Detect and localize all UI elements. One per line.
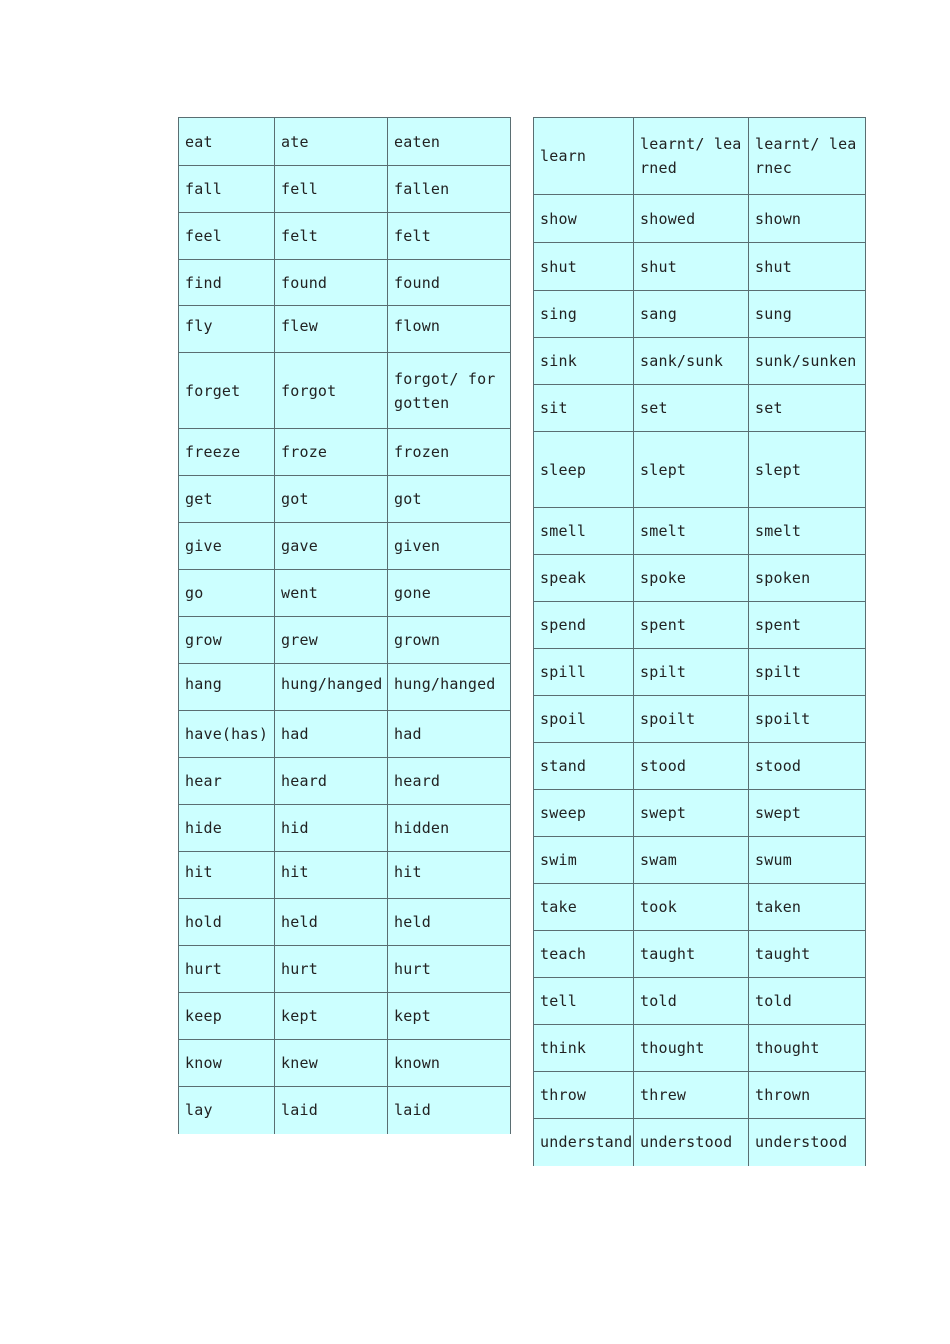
past-participle-cell: spoken: [749, 555, 866, 602]
past-participle-cell: understood: [749, 1119, 866, 1166]
past-participle-cell: stood: [749, 743, 866, 790]
base-form-cell: spill: [534, 649, 634, 696]
base-form-cell: tell: [534, 978, 634, 1025]
past-tense-cell: swam: [634, 837, 749, 884]
past-tense-cell: told: [634, 978, 749, 1025]
table-row: [534, 1119, 866, 1166]
past-participle-cell: shut: [749, 243, 866, 291]
past-participle-cell: hung/hanged: [388, 664, 511, 711]
past-participle-cell: found: [388, 260, 511, 306]
base-form-cell: go: [179, 570, 275, 617]
table-row: [179, 260, 511, 306]
past-tense-cell: swept: [634, 790, 749, 837]
right-verb-table-body: [534, 118, 866, 1166]
past-tense-cell: spoilt: [634, 696, 749, 743]
base-form-cell: spend: [534, 602, 634, 649]
past-participle-cell: had: [388, 711, 511, 758]
base-form-cell: throw: [534, 1072, 634, 1119]
base-form-cell: think: [534, 1025, 634, 1072]
table-row: [179, 758, 511, 805]
table-row: [534, 338, 866, 385]
base-form-cell: lay: [179, 1087, 275, 1134]
past-tense-cell: froze: [275, 429, 388, 476]
past-participle-cell: known: [388, 1040, 511, 1087]
table-row: [534, 291, 866, 338]
past-tense-cell: had: [275, 711, 388, 758]
base-form-cell: sit: [534, 385, 634, 432]
base-form-cell: understand: [534, 1119, 634, 1166]
past-tense-cell: set: [634, 385, 749, 432]
past-tense-cell: hit: [275, 852, 388, 899]
table-row: [534, 508, 866, 555]
past-participle-cell: taken: [749, 884, 866, 931]
past-tense-cell: thought: [634, 1025, 749, 1072]
base-form-cell: feel: [179, 213, 275, 260]
base-form-cell: stand: [534, 743, 634, 790]
past-participle-cell: given: [388, 523, 511, 570]
past-tense-cell: flew: [275, 306, 388, 353]
table-row: [179, 617, 511, 664]
base-form-cell: spoil: [534, 696, 634, 743]
past-participle-cell: taught: [749, 931, 866, 978]
base-form-cell: sleep: [534, 432, 634, 508]
past-participle-cell: spoilt: [749, 696, 866, 743]
base-form-cell: eat: [179, 118, 275, 166]
past-participle-cell: hidden: [388, 805, 511, 852]
base-form-cell: have(has): [179, 711, 275, 758]
past-participle-cell: flown: [388, 306, 511, 353]
past-tense-cell: hid: [275, 805, 388, 852]
past-tense-cell: went: [275, 570, 388, 617]
base-form-cell: swim: [534, 837, 634, 884]
past-participle-cell: swept: [749, 790, 866, 837]
past-tense-cell: knew: [275, 1040, 388, 1087]
past-participle-cell: sunk/sunken: [749, 338, 866, 385]
base-form-cell: hit: [179, 852, 275, 899]
past-tense-cell: found: [275, 260, 388, 306]
table-row: [534, 555, 866, 602]
table-row: [534, 385, 866, 432]
past-participle-cell: thrown: [749, 1072, 866, 1119]
table-row: [179, 306, 511, 353]
table-row: [534, 743, 866, 790]
table-row: [179, 899, 511, 946]
past-participle-cell: heard: [388, 758, 511, 805]
past-participle-cell: frozen: [388, 429, 511, 476]
past-tense-cell: threw: [634, 1072, 749, 1119]
table-row: [179, 523, 511, 570]
past-tense-cell: ate: [275, 118, 388, 166]
past-participle-cell: forgot/ forgotten: [388, 353, 511, 429]
table-row: [534, 602, 866, 649]
table-row: [534, 243, 866, 291]
past-tense-cell: sank/sunk: [634, 338, 749, 385]
past-tense-cell: held: [275, 899, 388, 946]
base-form-cell: shut: [534, 243, 634, 291]
past-tense-cell: slept: [634, 432, 749, 508]
table-row: [534, 1072, 866, 1119]
table-row: [179, 1087, 511, 1134]
past-tense-cell: showed: [634, 195, 749, 243]
table-row: [534, 696, 866, 743]
past-tense-cell: kept: [275, 993, 388, 1040]
table-row: [534, 1025, 866, 1072]
past-participle-cell: set: [749, 385, 866, 432]
base-form-cell: teach: [534, 931, 634, 978]
past-tense-cell: hurt: [275, 946, 388, 993]
past-participle-cell: got: [388, 476, 511, 523]
table-row: [534, 790, 866, 837]
base-form-cell: learn: [534, 118, 634, 195]
past-participle-cell: felt: [388, 213, 511, 260]
right-verb-table: [533, 117, 866, 1166]
base-form-cell: grow: [179, 617, 275, 664]
base-form-cell: fall: [179, 166, 275, 213]
base-form-cell: give: [179, 523, 275, 570]
past-participle-cell: laid: [388, 1087, 511, 1134]
table-row: [534, 118, 866, 195]
past-participle-cell: eaten: [388, 118, 511, 166]
past-participle-cell: spilt: [749, 649, 866, 696]
past-participle-cell: hurt: [388, 946, 511, 993]
past-tense-cell: got: [275, 476, 388, 523]
base-form-cell: sweep: [534, 790, 634, 837]
base-form-cell: smell: [534, 508, 634, 555]
table-row: [179, 118, 511, 166]
past-participle-cell: fallen: [388, 166, 511, 213]
table-row: [179, 213, 511, 260]
past-tense-cell: spilt: [634, 649, 749, 696]
base-form-cell: show: [534, 195, 634, 243]
past-participle-cell: spent: [749, 602, 866, 649]
past-participle-cell: grown: [388, 617, 511, 664]
base-form-cell: hang: [179, 664, 275, 711]
table-row: [179, 353, 511, 429]
table-row: [179, 166, 511, 213]
past-participle-cell: held: [388, 899, 511, 946]
base-form-cell: speak: [534, 555, 634, 602]
base-form-cell: fly: [179, 306, 275, 353]
table-row: [534, 432, 866, 508]
past-tense-cell: learnt/ learned: [634, 118, 749, 195]
table-row: [534, 195, 866, 243]
past-tense-cell: spent: [634, 602, 749, 649]
base-form-cell: take: [534, 884, 634, 931]
past-participle-cell: swum: [749, 837, 866, 884]
past-participle-cell: hit: [388, 852, 511, 899]
past-tense-cell: grew: [275, 617, 388, 664]
past-tense-cell: taught: [634, 931, 749, 978]
left-verb-table-body: [179, 118, 511, 1134]
base-form-cell: hide: [179, 805, 275, 852]
table-row: [179, 1040, 511, 1087]
past-participle-cell: thought: [749, 1025, 866, 1072]
past-participle-cell: told: [749, 978, 866, 1025]
past-participle-cell: slept: [749, 432, 866, 508]
base-form-cell: freeze: [179, 429, 275, 476]
base-form-cell: forget: [179, 353, 275, 429]
base-form-cell: know: [179, 1040, 275, 1087]
past-tense-cell: gave: [275, 523, 388, 570]
past-tense-cell: laid: [275, 1087, 388, 1134]
past-tense-cell: forgot: [275, 353, 388, 429]
past-tense-cell: felt: [275, 213, 388, 260]
past-tense-cell: took: [634, 884, 749, 931]
past-participle-cell: learnt/ learnec: [749, 118, 866, 195]
past-tense-cell: stood: [634, 743, 749, 790]
base-form-cell: hurt: [179, 946, 275, 993]
past-tense-cell: fell: [275, 166, 388, 213]
table-row: [534, 649, 866, 696]
past-tense-cell: spoke: [634, 555, 749, 602]
table-row: [179, 946, 511, 993]
table-row: [534, 978, 866, 1025]
table-row: [179, 476, 511, 523]
past-participle-cell: shown: [749, 195, 866, 243]
base-form-cell: hold: [179, 899, 275, 946]
left-verb-table: [178, 117, 511, 1134]
base-form-cell: find: [179, 260, 275, 306]
table-row: [179, 805, 511, 852]
base-form-cell: hear: [179, 758, 275, 805]
past-tense-cell: understood: [634, 1119, 749, 1166]
table-row: [179, 852, 511, 899]
table-row: [534, 884, 866, 931]
past-tense-cell: sang: [634, 291, 749, 338]
base-form-cell: sing: [534, 291, 634, 338]
table-row: [179, 570, 511, 617]
past-tense-cell: shut: [634, 243, 749, 291]
base-form-cell: sink: [534, 338, 634, 385]
past-participle-cell: smelt: [749, 508, 866, 555]
past-tense-cell: hung/hanged: [275, 664, 388, 711]
past-tense-cell: smelt: [634, 508, 749, 555]
past-tense-cell: heard: [275, 758, 388, 805]
table-row: [534, 931, 866, 978]
table-row: [179, 664, 511, 711]
table-row: [179, 429, 511, 476]
base-form-cell: get: [179, 476, 275, 523]
base-form-cell: keep: [179, 993, 275, 1040]
past-participle-cell: kept: [388, 993, 511, 1040]
table-row: [179, 993, 511, 1040]
past-participle-cell: gone: [388, 570, 511, 617]
table-row: [179, 711, 511, 758]
table-row: [534, 837, 866, 884]
past-participle-cell: sung: [749, 291, 866, 338]
